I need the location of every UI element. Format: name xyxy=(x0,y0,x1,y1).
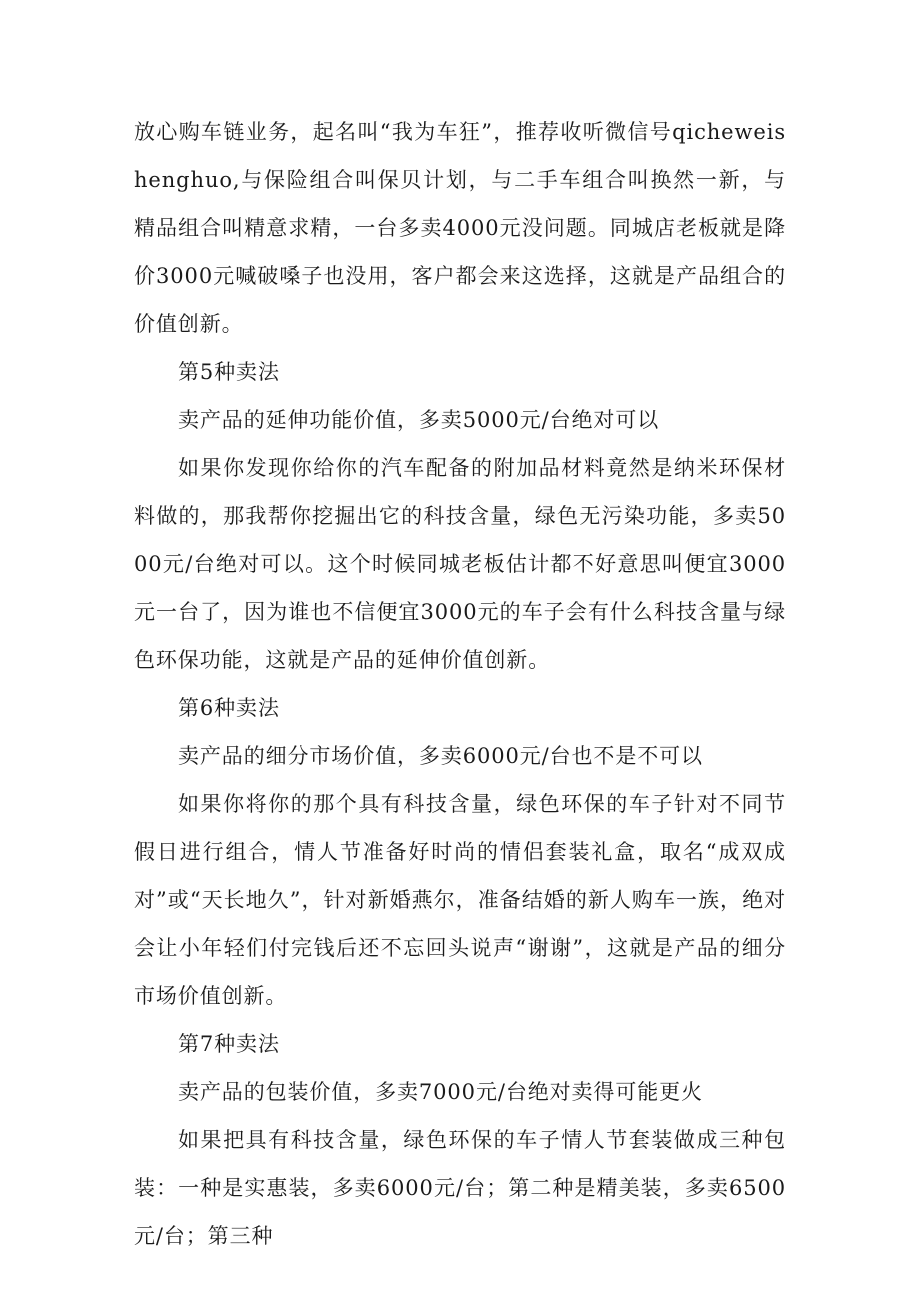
subheading-method-7: 卖产品的包装价值，多卖7000元/台绝对卖得可能更火 xyxy=(178,1080,703,1104)
document-body xyxy=(134,108,786,1260)
heading-method-6: 第6种卖法 xyxy=(178,696,280,720)
heading-method-7: 第7种卖法 xyxy=(178,1032,280,1056)
subheading-method-5: 卖产品的延伸功能价值，多卖5000元/台绝对可以 xyxy=(178,408,660,432)
paragraph-product-combination-continued: 放心购车链业务，起名叫“我为车狂”，推荐收听微信号qicheweishenghuo,与保险组合叫保贝计划，与二手车组合叫换然一新，与精品组合叫精意求精，一台多卖4000元没问题。同城店老板就是降价3000元喊破嗓子也没用，客户都会来这选择，这就是产品组合的价值创新。 xyxy=(134,120,786,336)
subheading-method-6: 卖产品的细分市场价值，多卖6000元/台也不是不可以 xyxy=(178,744,703,768)
paragraph-method-5: 如果你发现你给你的汽车配备的附加品材料竟然是纳米环保材料做的，那我帮你挖掘出它的科技含量，绿色无污染功能，多卖5000元/台绝对可以。这个时候同城老板估计都不好意思叫便宜3000元一台了，因为谁也不信便宜3000元的车子会有什么科技含量与绿色环保功能，这就是产品的延伸价值创新。 xyxy=(134,456,786,672)
heading-method-5: 第5种卖法 xyxy=(178,360,280,384)
paragraph-method-7: 如果把具有科技含量，绿色环保的车子情人节套装做成三种包装：一种是实惠装，多卖6000元/台；第二种是精美装，多卖6500元/台；第三种 xyxy=(134,1128,786,1248)
paragraph-method-6: 如果你将你的那个具有科技含量，绿色环保的车子针对不同节假日进行组合，情人节准备好时尚的情侣套装礼盒，取名“成双成对”或“天长地久”，针对新婚燕尔，准备结婚的新人购车一族，绝对会让小年轻们付完钱后还不忘回头说声“谢谢”，这就是产品的细分市场价值创新。 xyxy=(134,792,786,1008)
